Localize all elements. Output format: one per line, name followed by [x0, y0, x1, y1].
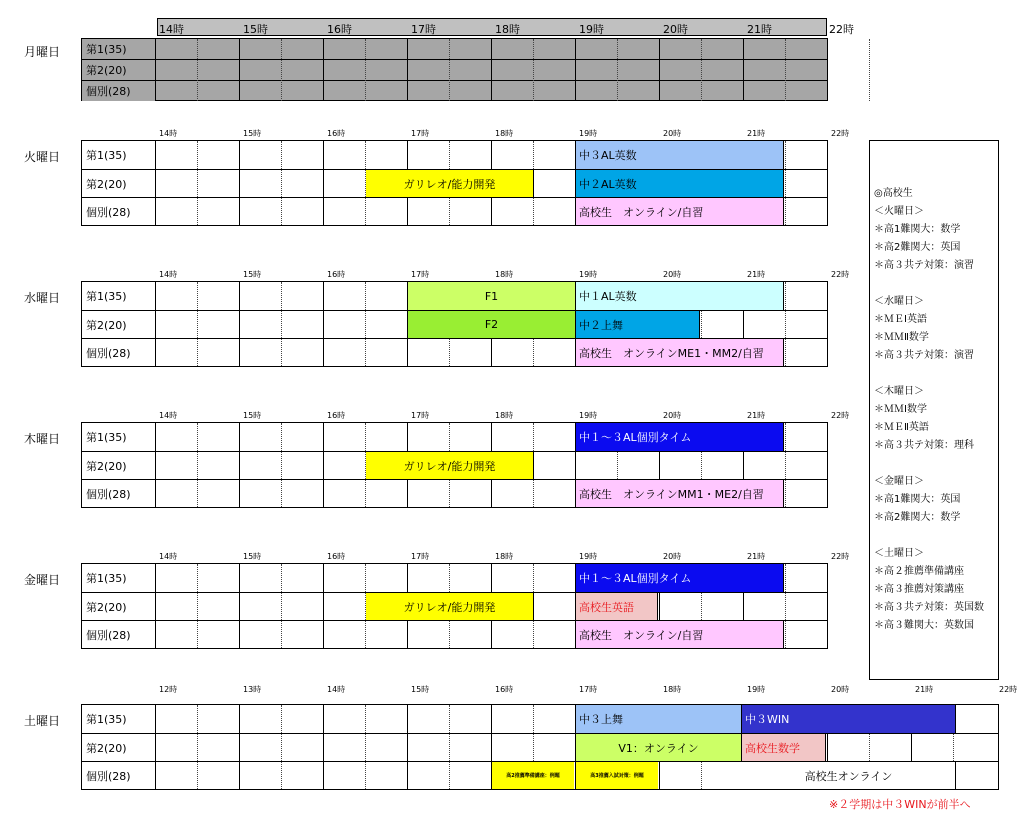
- day-label: 火曜日: [24, 150, 61, 164]
- grid-line: [281, 141, 282, 225]
- grid-line: [197, 564, 198, 648]
- hour-label: 22時: [829, 23, 854, 36]
- day-label: 金曜日: [24, 573, 61, 587]
- panel-line: ＜火曜日＞: [874, 206, 924, 217]
- hour-label: 14時: [159, 270, 178, 279]
- grid-line: [743, 39, 744, 101]
- hour-label: 15時: [243, 411, 262, 420]
- hour-label: 17時: [411, 129, 430, 138]
- grid-line: [197, 282, 198, 366]
- hour-label: 18時: [495, 552, 514, 561]
- grid-line: [701, 39, 702, 101]
- hour-label: 18時: [495, 23, 520, 36]
- grid-line: [365, 282, 366, 366]
- grid-line: [659, 39, 660, 101]
- hour-label: 15時: [243, 270, 262, 279]
- grid-line: [323, 141, 324, 225]
- hour-label: 14時: [327, 685, 346, 694]
- grid-line: [827, 282, 828, 366]
- panel-line: ＊高2難関大：英国: [874, 242, 961, 253]
- schedule-block: 高2推薦準備講座：例題: [492, 762, 574, 789]
- hour-label: 22時: [831, 129, 850, 138]
- grid-line: [197, 423, 198, 507]
- grid-line: [281, 39, 282, 101]
- panel-line: ＊ＭＥⅡ英語: [874, 422, 929, 433]
- grid-line: [449, 39, 450, 101]
- day-label: 水曜日: [24, 291, 61, 305]
- panel-line: ＊ＭＭⅡ数学: [874, 332, 929, 343]
- hour-label: 16時: [327, 411, 346, 420]
- schedule-block: 中１～３AL個別タイム: [576, 564, 784, 592]
- hour-label: 14時: [159, 23, 184, 36]
- grid-line: [449, 705, 450, 789]
- schedule-block: 高校生数学: [742, 734, 826, 761]
- grid-line: [281, 705, 282, 789]
- grid-line: [827, 423, 828, 507]
- schedule-block: ガリレオ/能力開発: [366, 452, 534, 479]
- schedule-block: ガリレオ/能力開発: [366, 170, 534, 197]
- row-label: 第2(20): [82, 593, 156, 620]
- schedule-block: 高3推薦入試対策：例題: [576, 762, 658, 789]
- hour-label: 15時: [243, 552, 262, 561]
- panel-gap: [874, 365, 998, 383]
- row-label: 第2(20): [82, 734, 156, 761]
- panel-line: ＜水曜日＞: [874, 296, 924, 307]
- hour-label: 20時: [663, 129, 682, 138]
- schedule-block: 中２AL英数: [576, 170, 784, 197]
- schedule-block: 中３WIN: [742, 705, 956, 733]
- grid-line: [827, 39, 828, 101]
- hour-label: 20時: [663, 552, 682, 561]
- hour-label: 17時: [411, 552, 430, 561]
- schedule-block: ガリレオ/能力開発: [366, 593, 534, 620]
- panel-gap: [874, 275, 998, 293]
- schedule-grid: [81, 563, 828, 649]
- schedule-block: 高校生 オンラインMM1・ME2/自習: [576, 480, 784, 507]
- grid-line: [785, 564, 786, 648]
- grid-line: [785, 141, 786, 225]
- grid-line: [491, 39, 492, 101]
- grid-line: [281, 564, 282, 648]
- hour-label: 19時: [579, 411, 598, 420]
- row-label: 第1(35): [82, 141, 156, 169]
- panel-line: ＊高３共テ対策：英国数: [874, 602, 984, 613]
- schedule-block: 中３AL英数: [576, 141, 784, 169]
- grid-line: [827, 564, 828, 648]
- grid-line: [365, 39, 366, 101]
- hour-label: 13時: [243, 685, 262, 694]
- schedule-block: F1: [408, 282, 576, 310]
- hour-label: 18時: [663, 685, 682, 694]
- hour-label: 17時: [579, 685, 598, 694]
- grid-line: [407, 39, 408, 101]
- hour-label: 12時: [159, 685, 178, 694]
- grid-line: [239, 39, 240, 101]
- grid-line: [281, 423, 282, 507]
- grid-line: [827, 141, 828, 225]
- grid-line: [323, 282, 324, 366]
- schedule-block: 高校生英語: [576, 593, 658, 620]
- hour-label: 18時: [495, 411, 514, 420]
- hour-label: 19時: [579, 552, 598, 561]
- schedule-block: 高校生 オンラインME1・MM2/自習: [576, 339, 784, 366]
- hour-label: 15時: [243, 23, 268, 36]
- schedule-block: V1：オンライン: [576, 734, 742, 761]
- hour-label: 22時: [831, 270, 850, 279]
- hour-label: 22時: [831, 411, 850, 420]
- schedule-grid: [81, 140, 828, 226]
- monday-grid: [81, 38, 828, 101]
- grid-line: [323, 423, 324, 507]
- hour-label: 17時: [411, 270, 430, 279]
- panel-line: ＊高３共テ対策：演習: [874, 350, 974, 361]
- hour-label: 16時: [327, 23, 352, 36]
- grid-line: [239, 141, 240, 225]
- row-label: 第1(35): [82, 705, 156, 733]
- schedule-block: 中１～３AL個別タイム: [576, 423, 784, 451]
- high-school-notes-panel: [869, 140, 999, 680]
- schedule-block: 中３上舞: [576, 705, 742, 733]
- grid-line: [407, 705, 408, 789]
- panel-line: ＊高２推薦準備講座: [874, 566, 964, 577]
- hour-label: 21時: [915, 685, 934, 694]
- hour-label: 14時: [159, 411, 178, 420]
- panel-line: ＜木曜日＞: [874, 386, 924, 397]
- hour-label: 15時: [411, 685, 430, 694]
- schedule-block: 高校生 オンライン/自習: [576, 198, 784, 225]
- grid-line: [617, 39, 618, 101]
- hour-label: 16時: [327, 129, 346, 138]
- panel-gap: [874, 455, 998, 473]
- grid-line: [533, 39, 534, 101]
- hour-label: 16時: [495, 685, 514, 694]
- grid-line: [323, 39, 324, 101]
- panel-line: ◎高校生: [874, 188, 913, 199]
- schedule-grid: [81, 281, 828, 367]
- hour-label: 15時: [243, 129, 262, 138]
- row-label: 個別(28): [82, 339, 156, 366]
- row-label: 第1(35): [82, 39, 156, 59]
- hour-label: 22時: [831, 552, 850, 561]
- hour-label: 17時: [411, 411, 430, 420]
- hour-label: 20時: [663, 23, 688, 36]
- hour-label: 14時: [159, 552, 178, 561]
- panel-line: ＊高３難関大：英数国: [874, 620, 974, 631]
- grid-line: [239, 423, 240, 507]
- row-label: 第2(20): [82, 60, 156, 80]
- row-label: 個別(28): [82, 762, 156, 789]
- grid-line: [869, 39, 870, 101]
- panel-line: ＊高３推薦対策講座: [874, 584, 964, 595]
- schedule-row: [82, 733, 998, 761]
- row-label: 第1(35): [82, 282, 156, 310]
- grid-line: [575, 39, 576, 101]
- panel-line: ＊高1難関大：数学: [874, 224, 961, 235]
- row-label: 第1(35): [82, 564, 156, 592]
- grid-line: [197, 141, 198, 225]
- panel-line: ＊ＭＭⅠ数学: [874, 404, 927, 415]
- row-label: 第2(20): [82, 170, 156, 197]
- panel-line: ＊高３共テ対策：演習: [874, 260, 974, 271]
- hour-label: 21時: [747, 411, 766, 420]
- row-label: 第2(20): [82, 311, 156, 338]
- grid-line: [323, 564, 324, 648]
- hour-label: 19時: [579, 23, 604, 36]
- row-label: 個別(28): [82, 198, 156, 225]
- row-label: 個別(28): [82, 621, 156, 648]
- row-label: 個別(28): [82, 81, 156, 101]
- hour-label: 21時: [747, 23, 772, 36]
- day-label: 木曜日: [24, 432, 61, 446]
- hour-label: 19時: [579, 129, 598, 138]
- schedule-block: 中１AL英数: [576, 282, 784, 310]
- hour-label: 18時: [495, 270, 514, 279]
- schedule-block: 高校生 オンライン/自習: [576, 621, 784, 648]
- row-label: 個別(28): [82, 480, 156, 507]
- schedule-note: ※２学期は中３WINが前半へ: [829, 798, 971, 811]
- grid-line: [323, 705, 324, 789]
- schedule-block: F2: [408, 311, 576, 338]
- panel-gap: [874, 527, 998, 545]
- panel-line: ＊高1難関大：英国: [874, 494, 961, 505]
- row-label: 第2(20): [82, 452, 156, 479]
- schedule-grid: [81, 422, 828, 508]
- day-label: 土曜日: [24, 714, 61, 728]
- hour-label: 19時: [747, 685, 766, 694]
- hour-label: 19時: [579, 270, 598, 279]
- grid-line: [785, 423, 786, 507]
- grid-line: [365, 705, 366, 789]
- row-label: 第1(35): [82, 423, 156, 451]
- panel-line: ＊高３共テ対策：理科: [874, 440, 974, 451]
- hour-label: 17時: [411, 23, 436, 36]
- hour-label: 21時: [747, 552, 766, 561]
- grid-line: [197, 39, 198, 101]
- schedule-grid: [81, 704, 999, 790]
- panel-line: ＊高2難関大：数学: [874, 512, 961, 523]
- day-label: 月曜日: [24, 45, 61, 59]
- grid-line: [785, 39, 786, 101]
- hour-label: 21時: [747, 270, 766, 279]
- panel-line: ＊ＭＥⅠ英語: [874, 314, 927, 325]
- hour-label: 20時: [663, 411, 682, 420]
- grid-line: [239, 282, 240, 366]
- hour-label: 20時: [831, 685, 850, 694]
- grid-line: [197, 705, 198, 789]
- grid-line: [785, 282, 786, 366]
- hour-label: 20時: [663, 270, 682, 279]
- schedule-block: 中２上舞: [576, 311, 700, 338]
- hour-label: 14時: [159, 129, 178, 138]
- hour-label: 16時: [327, 270, 346, 279]
- hour-label: 22時: [999, 685, 1018, 694]
- hour-label: 21時: [747, 129, 766, 138]
- hour-label: 16時: [327, 552, 346, 561]
- panel-line: ＜金曜日＞: [874, 476, 924, 487]
- grid-line: [281, 282, 282, 366]
- grid-line: [239, 705, 240, 789]
- schedule-block: 高校生オンライン: [742, 762, 956, 789]
- grid-line: [239, 564, 240, 648]
- hour-label: 18時: [495, 129, 514, 138]
- panel-line: ＜土曜日＞: [874, 548, 924, 559]
